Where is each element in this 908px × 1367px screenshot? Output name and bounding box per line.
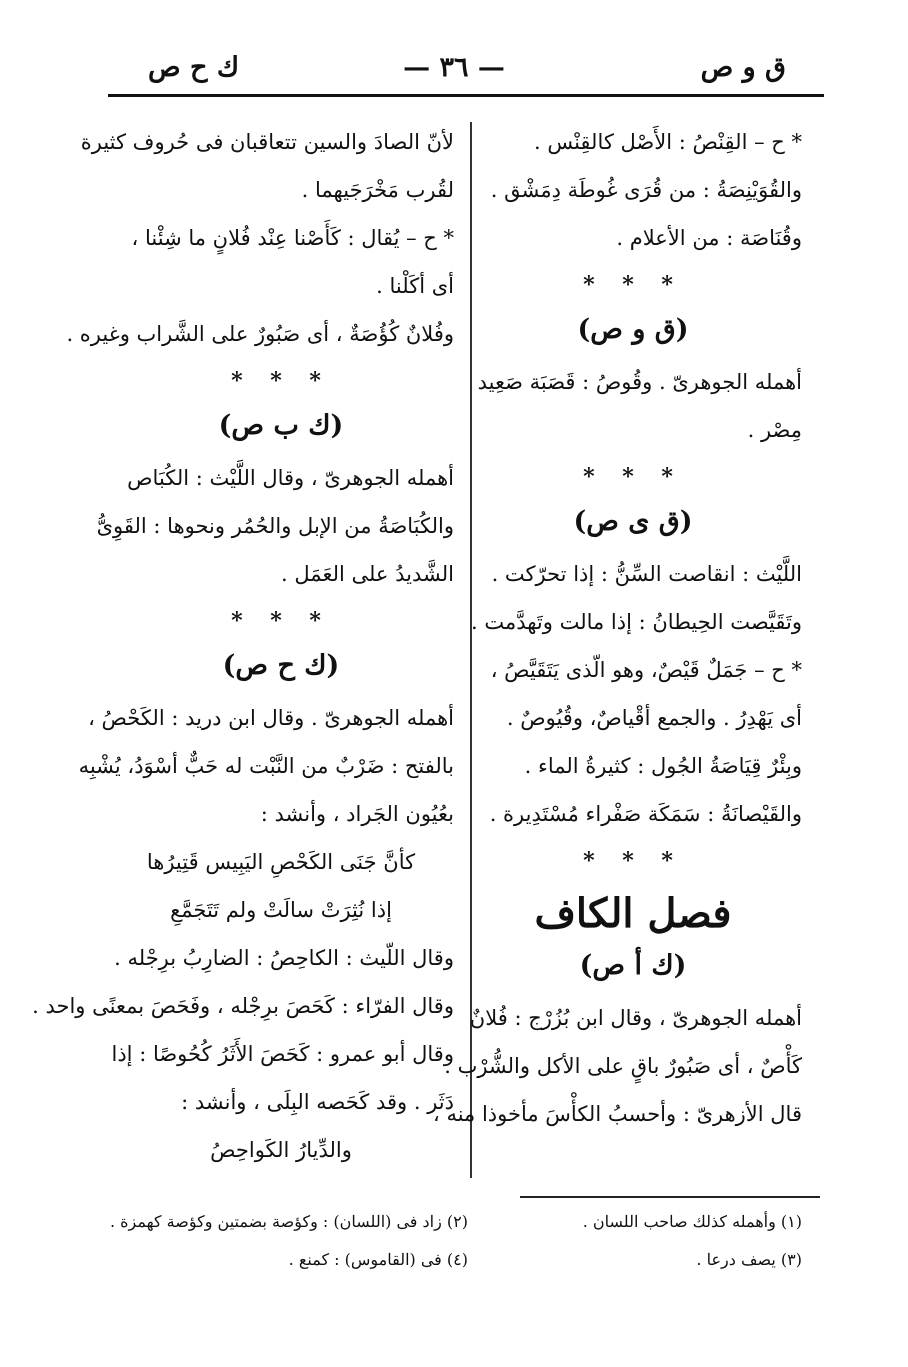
verse-line: والدِّيارُ الكَواحِصُ bbox=[210, 1138, 352, 1162]
root-heading: (ك أ ص) bbox=[579, 950, 687, 981]
page-header bbox=[0, 52, 908, 92]
section-divider-stars: * * * bbox=[231, 608, 331, 634]
text-line: أهمله الجوهرىّ ، وقال اللَّيْث : الكُبَاص bbox=[127, 466, 454, 490]
text-line: بعُيُون الجَراد ، وأنشد : bbox=[260, 802, 454, 826]
text-line: أهمله الجوهرىّ ، وقال ابن بُزُرْج : فُلانٌ bbox=[469, 1006, 802, 1030]
text-line: لأنّ الصادَ والسين تتعاقبان فى حُروف كثيرة bbox=[80, 130, 454, 154]
right-column bbox=[432, 126, 802, 1146]
footnote-1: (١) وأهمله كذلك صاحب اللسان . bbox=[582, 1212, 802, 1231]
section-divider-stars: * * * bbox=[583, 464, 683, 490]
text-line: وقال أبو عمرو : كَحَصَ الأَثَرُ كُحُوصًا : إذا bbox=[111, 1042, 454, 1066]
text-line: والقُوَيْنِصَةُ : من قُرَى غُوطَة دِمَشْق . bbox=[490, 178, 802, 202]
section-divider-stars: * * * bbox=[583, 272, 683, 298]
text-line: وقال اللّيث : الكاحِصُ : الضارِبُ برِجْله . bbox=[114, 946, 454, 970]
verse-line: كأنَّ جَنَى الكَحْصِ اليَبِيس قَتِيرُها bbox=[146, 850, 416, 874]
chapter-title: فصل الكاف bbox=[534, 890, 732, 937]
text-line: والكُبَاصَةُ من الإبل والحُمُر ونحوها : القَوِىُّ bbox=[96, 514, 454, 538]
section-divider-stars: * * * bbox=[231, 368, 331, 394]
text-line: أى أكَلْنا . bbox=[376, 274, 454, 298]
text-line: وتَقَيَّصت الحِيطانُ : إذا مالت وتَهدَّمت . bbox=[471, 610, 802, 634]
text-line: وفُلانٌ كُؤُصَةٌ ، أى صَبُورٌ على الشَّراب وغيره . bbox=[66, 322, 454, 346]
text-line: وقُنَاصَة : من الأعلام . bbox=[616, 226, 802, 250]
text-line: * ح – جَمَلٌ قَيْصٌ، وهو الّذى يَتَقَيَّصُ ، bbox=[490, 658, 802, 682]
text-line: اللَّيْث : انقاصت السِّنُّ : إذا تحرّكت . bbox=[491, 562, 802, 586]
section-divider-stars: * * * bbox=[583, 848, 683, 874]
root-heading: (ق ى ص) bbox=[573, 506, 693, 537]
text-line: أهمله الجوهرىّ . وقال ابن دريد : الكَحْصُ ، bbox=[88, 706, 454, 730]
verse-line: إذا نُثِرَتْ سالَتْ ولم تَتَجَمَّعِ bbox=[170, 898, 392, 922]
text-line: والقَيْصانَةُ : سَمَكَة صَفْراء مُسْتَدِيرة . bbox=[489, 802, 802, 826]
text-line: * ح – يُقال : كَأَصْنا عِنْد فُلانٍ ما شِئْنا ، bbox=[131, 226, 454, 250]
footnote-3: (٣) يصف درعا . bbox=[696, 1250, 802, 1269]
text-line: دَثَر . وقد كَحَصه البِلَى ، وأنشد : bbox=[181, 1090, 454, 1114]
text-line: لقُرب مَخْرَجَيهما . bbox=[301, 178, 454, 202]
header-right-root: ق و ص bbox=[700, 52, 786, 83]
footnote-4: (٤) فى (القاموس) : كمنع . bbox=[288, 1250, 468, 1269]
text-line: أى يَهْدِرُ . والجمع أقْياصٌ، وقُيُوصٌ . bbox=[506, 706, 802, 730]
footnote-separator bbox=[520, 1196, 820, 1198]
header-rule bbox=[108, 94, 824, 97]
text-line: مِصْر . bbox=[747, 418, 802, 442]
footnote-2: (٢) زاد فى (اللسان) : وكؤصة بضمتين وكؤصة كهمزة . bbox=[109, 1212, 468, 1231]
text-line: أهمله الجوهرىّ . وقُوصُ : قَصَبَة صَعِيد bbox=[477, 370, 802, 394]
left-column bbox=[32, 126, 454, 1182]
text-line: وقال الفرّاء : كَحَصَ برِجْله ، وفَحَصَ بمعنًى واحد . bbox=[32, 994, 454, 1018]
text-line: * ح – القِنْصُ : الأَصْل كالقِنْس . bbox=[533, 130, 802, 154]
root-heading: (ك ح ص) bbox=[222, 650, 340, 681]
text-line: كَأْصٌ ، أى صَبُورٌ باقٍ على الأكل والشُّرْب . bbox=[444, 1054, 802, 1078]
text-line: قال الأزهرىّ : وأحسبُ الكأْسَ مأخوذا منه ، bbox=[432, 1102, 802, 1126]
page-number: — ٣٦ — bbox=[403, 52, 505, 83]
text-line: الشَّديدُ على العَمَل . bbox=[281, 562, 454, 586]
text-line: بالفتح : ضَرْبٌ من النَّبْت له حَبٌّ أسْوَدُ، يُشْبِه bbox=[78, 754, 454, 778]
text-line: وبِئْرٌ قِيَاصَةُ الجُول : كثيرةُ الماء . bbox=[524, 754, 802, 778]
root-heading: (ق و ص) bbox=[577, 314, 689, 345]
header-left-root: ك ح ص bbox=[148, 52, 240, 83]
root-heading: (ك ب ص) bbox=[218, 410, 344, 441]
